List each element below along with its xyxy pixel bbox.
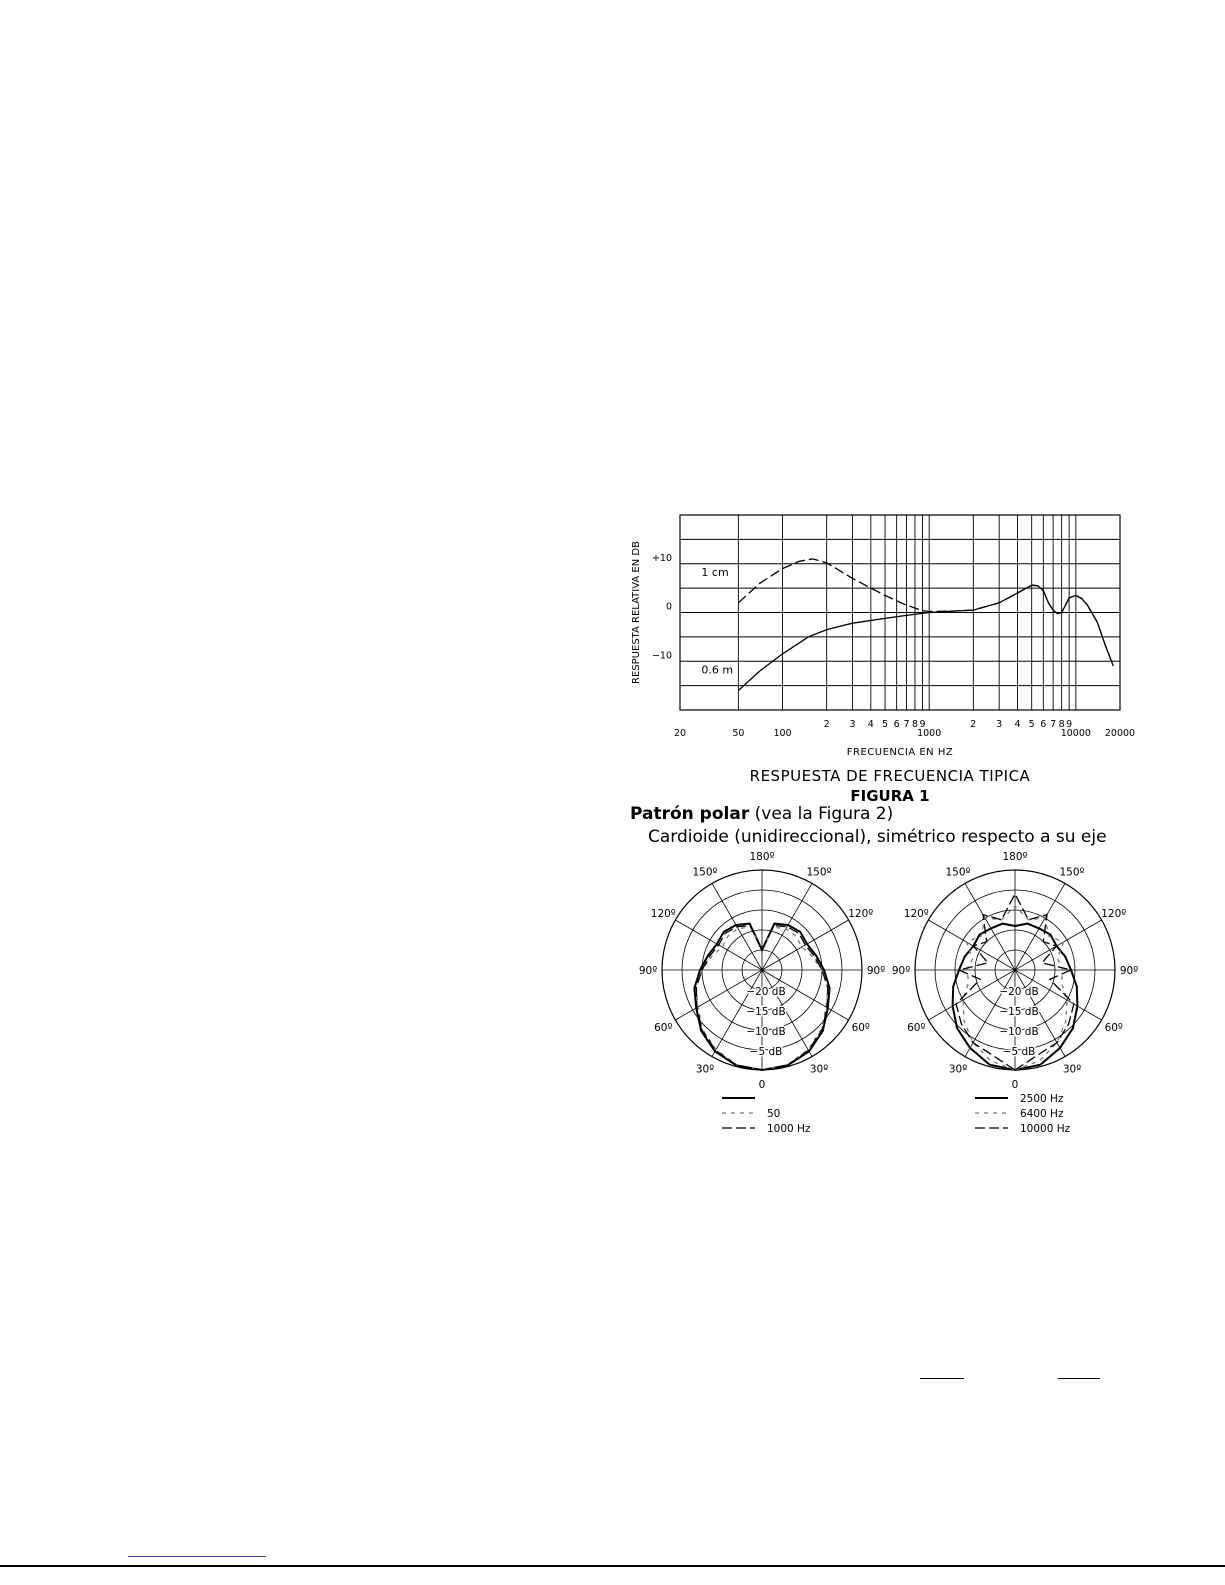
polar-angle-label: 60º (1104, 1022, 1123, 1034)
x-tick-label: 9 (1066, 719, 1073, 730)
x-tick-label: 7 (903, 719, 910, 730)
y-tick-label: +10 (651, 552, 672, 564)
x-tick-label: 3 (996, 719, 1003, 730)
polar-angle-label: 60º (654, 1022, 673, 1034)
signature-line (920, 1378, 964, 1379)
polar-angle-label: 90º (891, 965, 911, 977)
x-tick-label: 50 (732, 728, 745, 739)
polar-angle-label: 60º (907, 1022, 926, 1034)
polar-angle-label: 90º (866, 965, 886, 977)
polar-angle-label: 30º (809, 1063, 829, 1076)
frequency-response-caption: RESPUESTA DE FRECUENCIA TIPICA (749, 767, 1031, 785)
x-tick-label: 20 (673, 728, 687, 739)
polar-angle-label: 90º (638, 965, 658, 977)
y-axis-label: RESPUESTA RELATIVA EN DB (631, 541, 642, 684)
x-tick-label: 5 (1028, 719, 1035, 730)
figure-1-label: FIGURA 1 (850, 787, 930, 805)
legend-label: 2500 Hz (1020, 1093, 1064, 1105)
legend-label: 50 (767, 1108, 781, 1120)
polar-angle-label: 0 (758, 1079, 766, 1091)
polar-angle-label: 30º (695, 1063, 715, 1076)
polar-angle-label: 0 (1011, 1079, 1019, 1091)
x-tick-label: 5 (882, 719, 889, 730)
x-tick-label: 6 (1040, 719, 1047, 730)
polar-radial-label: −20 dB (999, 986, 1039, 998)
footer-rule (0, 1565, 1225, 1567)
x-tick-label: 7 (1050, 719, 1057, 730)
polar-pattern-description: Cardioide (unidireccional), simétrico respecto a su eje (648, 827, 1107, 847)
polar-radial-label: −5 dB (749, 1046, 783, 1058)
x-tick-label: 9 (919, 719, 926, 730)
polar-angle-label: 60º (851, 1022, 870, 1034)
polar-angle-label: 120º (848, 908, 874, 920)
signature-line (1058, 1378, 1100, 1379)
x-axis-label: FRECUENCIA EN HZ (846, 747, 954, 758)
polar-radial-label: −5 dB (1002, 1046, 1036, 1058)
polar-pattern-heading-bold: Patrón polar (630, 804, 750, 824)
polar-radial-label: −15 dB (999, 1006, 1039, 1018)
x-tick-label: 20000 (1104, 728, 1136, 739)
x-tick-label: 3 (849, 719, 856, 730)
polar-pattern-heading (630, 804, 893, 824)
footer-link-underline (128, 1556, 266, 1557)
polar-angle-label: 150º (806, 866, 832, 879)
polar-angle-label: 120º (650, 908, 676, 920)
polar-angle-label: 150º (692, 866, 718, 879)
legend-label: 10000 Hz (1020, 1123, 1071, 1135)
x-tick-label: 8 (1058, 719, 1065, 730)
legend-label: 6400 Hz (1020, 1108, 1064, 1120)
x-tick-label: 6 (893, 719, 900, 730)
x-tick-label: 2 (970, 719, 977, 730)
legend-label: 1000 Hz (767, 1123, 811, 1135)
polar-angle-label: 30º (1062, 1063, 1082, 1076)
y-tick-label: −10 (651, 650, 672, 662)
polar-pattern-heading-rest: (vea la Figura 2) (749, 804, 894, 824)
x-tick-label: 4 (1014, 719, 1021, 730)
x-tick-label: 1000 (917, 728, 942, 739)
polar-angle-label: 90º (1119, 965, 1139, 977)
polar-pattern-chart-high-freq (880, 850, 1155, 1150)
y-tick-label: 0 (665, 601, 672, 613)
series-line (738, 585, 1113, 690)
x-tick-label: 2 (823, 719, 830, 730)
polar-angle-label: 180º (1002, 851, 1028, 863)
polar-angle-label: 120º (903, 908, 929, 920)
x-tick-label: 8 (911, 719, 918, 730)
polar-radial-label: −10 dB (999, 1026, 1039, 1038)
polar-radial-label: −20 dB (746, 986, 786, 998)
polar-angle-label: 120º (1101, 908, 1127, 920)
frequency-response-chart (620, 505, 1145, 760)
series-label: 1 cm (701, 565, 729, 579)
polar-angle-label: 150º (1059, 866, 1085, 879)
polar-angle-label: 150º (945, 866, 971, 879)
polar-pattern-chart-low-freq (627, 850, 897, 1150)
x-tick-label: 10000 (1060, 728, 1091, 739)
polar-radial-label: −10 dB (746, 1026, 786, 1038)
x-tick-label: 100 (773, 728, 792, 739)
series-label: 0.6 m (701, 663, 734, 677)
x-tick-label: 4 (867, 719, 874, 730)
polar-angle-label: 30º (948, 1063, 968, 1076)
polar-angle-label: 180º (749, 851, 775, 863)
polar-radial-label: −15 dB (746, 1006, 786, 1018)
